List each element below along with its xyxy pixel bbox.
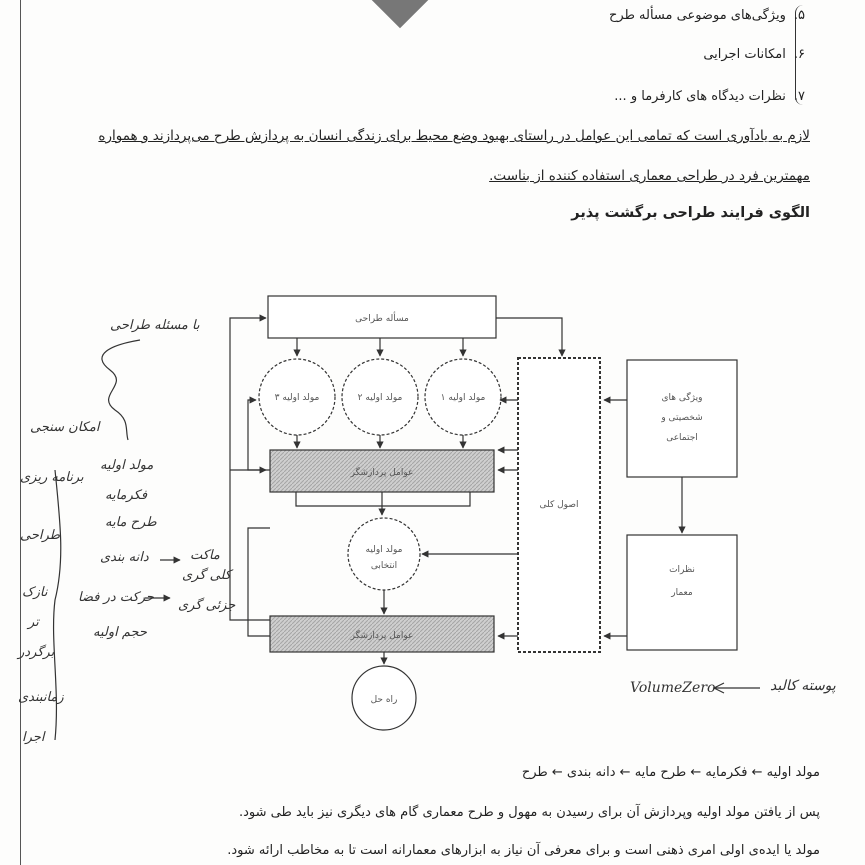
- final-processing-label: عوامل پردازشگر: [350, 631, 414, 641]
- bottom-line-1: پس از یافتن مولد اولیه وپردازش آن برای رسیدن به مهول و طرح معماری گام های دیگری نیز باید طی شود.: [239, 805, 820, 820]
- hand-note-14: نازک: [22, 585, 48, 600]
- hand-note-12: برنامه ریزی: [20, 470, 84, 485]
- paragraph-line-1: لازم به یادآوری است که تمامی این عوامل در راستای بهبود وضع محیط برای زندگی انسان به پردازش طرح می‌پردازند و همواره: [98, 128, 810, 144]
- list-item-5: ۵.ویژگی‌های موضوعی مسأله طرح: [609, 8, 805, 23]
- generator-1-label: مولد اولیه ۱: [440, 393, 486, 403]
- hand-note-15: تر: [28, 615, 39, 630]
- solution-label: راه حل: [370, 695, 398, 705]
- hand-note-8: ماکت: [190, 548, 220, 563]
- views-label-2: معمار: [671, 588, 693, 598]
- principles-label: اصول کلی: [539, 500, 579, 510]
- bottom-line-2: مولد یا ایده‌ی اولی امری ذهنی است و برای معرفی آن نیاز به ابزارهای معمارانه است تا به مخاطب ارائه شود.: [227, 843, 820, 858]
- hand-note-10: جزئی گری: [178, 598, 236, 613]
- hand-note-4: طرح مایه: [105, 515, 157, 530]
- hand-note-11: امکان سنجی: [30, 420, 100, 435]
- handwritten-squiggle: [102, 340, 140, 440]
- hand-note-1: با مسئله طراحی: [110, 318, 200, 333]
- selected-generator-label-1: مولد اولیه: [365, 545, 403, 555]
- process-chain: مولد اولیه ← فکرمایه ← طرح مایه ← دانه بندی ← طرح: [521, 765, 820, 780]
- hand-note-19: VolumeZero: [630, 680, 716, 696]
- traits-label-2: شخصیتی و: [661, 413, 703, 423]
- hand-note-3: فکرمایه: [105, 488, 148, 503]
- generator-2-label: مولد اولیه ۲: [357, 393, 403, 403]
- hand-note-6: حرکت در فضا: [78, 590, 154, 605]
- views-label-1: نظرات: [669, 565, 695, 575]
- hand-note-5: دانه بندی: [100, 550, 149, 565]
- traits-label-3: اجتماعی: [666, 433, 698, 443]
- generator-3-label: مولد اولیه ۳: [274, 393, 320, 403]
- hand-note-20: پوسته کالبد: [770, 678, 836, 694]
- list-item-6: ۶.امکانات اجرایی: [703, 47, 805, 62]
- section-heading: الگوی فرایند طراحی برگشت پذیر: [571, 205, 810, 221]
- hand-note-9: کلی گری: [182, 568, 231, 583]
- hand-note-13: طراحی: [20, 528, 61, 543]
- problem-label: مسأله طراحی: [355, 314, 409, 324]
- hand-note-7: حجم اولیه: [93, 625, 147, 640]
- selected-generator-label-2: انتخابی: [370, 561, 398, 571]
- hand-note-16: برگردر: [18, 645, 55, 660]
- paragraph-line-2: مهمترین فرد در طراحی معماری استفاده کننده از بناست.: [489, 168, 810, 184]
- list-item-7: ۷.نظرات دیدگاه های کارفرما و ...: [614, 89, 805, 104]
- hand-note-2: مولد اولیه: [100, 458, 154, 473]
- hand-note-17: زمانبندی: [18, 690, 64, 705]
- traits-label-1: ویژگی های: [661, 393, 703, 403]
- hand-note-18: اجرا: [22, 730, 45, 745]
- factors-label: عوامل پردازشگر: [350, 468, 414, 478]
